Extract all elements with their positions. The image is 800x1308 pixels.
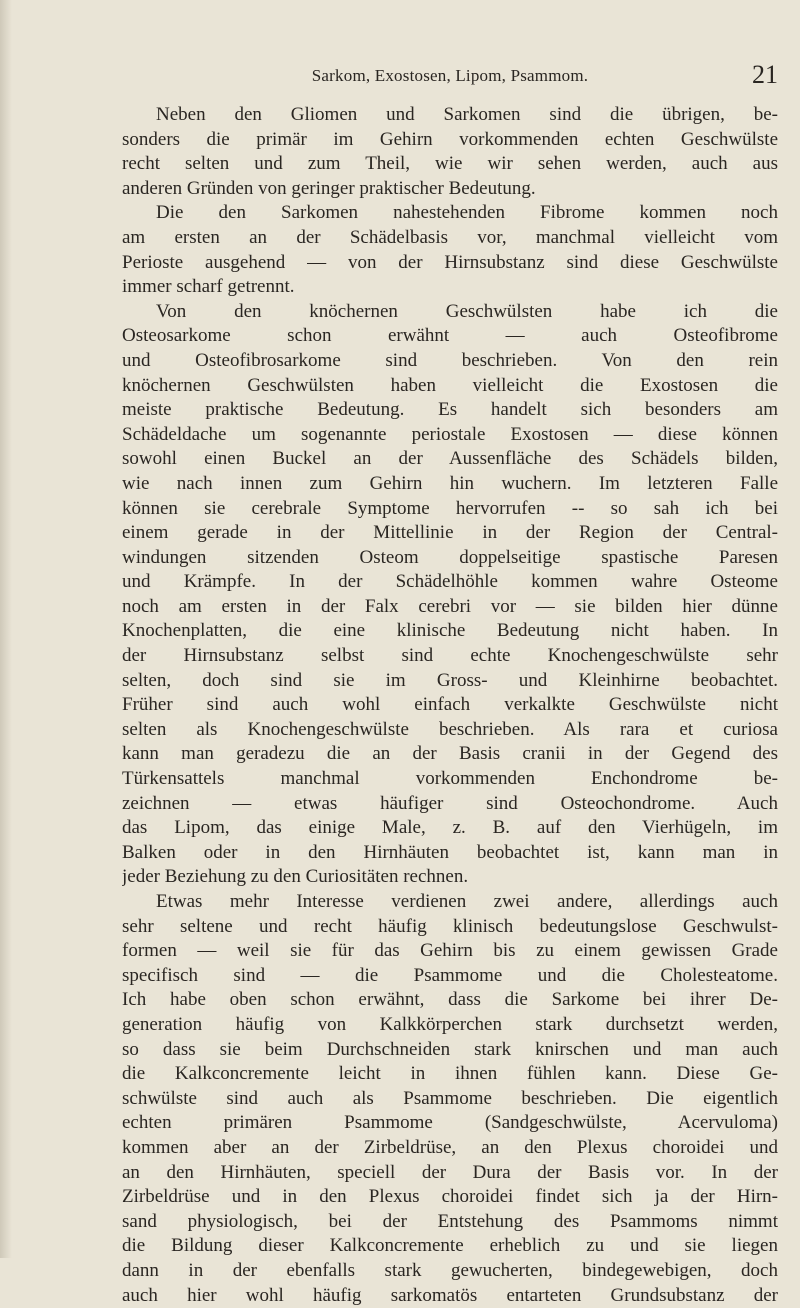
text-line: generation häufig von Kalkkörperchen stark durchsetzt werden, bbox=[122, 1013, 778, 1038]
text-line: zeichnen — etwas häufiger sind Osteochondrome. Auch bbox=[122, 792, 778, 817]
text-line: auch hier wohl häufig sarkomatös entarteten Grundsubstanz der bbox=[122, 1284, 778, 1308]
text-line: der Hirnsubstanz selbst sind echte Knochengeschwülste sehr bbox=[122, 644, 778, 669]
text-line: anderen Gründen von geringer praktischer Bedeutung. bbox=[122, 177, 778, 202]
text-line: die Kalkconcremente leicht in ihnen fühlen kann. Diese Ge- bbox=[122, 1062, 778, 1087]
text-line: knöchernen Geschwülsten haben vielleicht die Exostosen die bbox=[122, 374, 778, 399]
text-line: kann man geradezu die an der Basis cranii in der Gegend des bbox=[122, 742, 778, 767]
text-line: Türkensattels manchmal vorkommenden Enchondrome be- bbox=[122, 767, 778, 792]
text-line: Von den knöchernen Geschwülsten habe ich die bbox=[122, 300, 778, 325]
text-line: formen — weil sie für das Gehirn bis zu einem gewissen Grade bbox=[122, 939, 778, 964]
text-line: Etwas mehr Interesse verdienen zwei andere, allerdings auch bbox=[122, 890, 778, 915]
text-line: Osteosarkome schon erwähnt — auch Osteofibrome bbox=[122, 324, 778, 349]
text-line: Neben den Gliomen und Sarkomen sind die übrigen, be- bbox=[122, 103, 778, 128]
text-line: das Lipom, das einige Male, z. B. auf den Vierhügeln, im bbox=[122, 816, 778, 841]
text-line: einem gerade in der Mittellinie in der Region der Central- bbox=[122, 521, 778, 546]
text-line: am ersten an der Schädelbasis vor, manchmal vielleicht vom bbox=[122, 226, 778, 251]
text-line: Früher sind auch wohl einfach verkalkte Geschwülste nicht bbox=[122, 693, 778, 718]
text-line: die Bildung dieser Kalkconcremente erheblich zu und sie liegen bbox=[122, 1234, 778, 1259]
body-text bbox=[122, 103, 778, 1308]
text-line: kommen aber an der Zirbeldrüse, an den Plexus choroidei und bbox=[122, 1136, 778, 1161]
text-line: wie nach innen zum Gehirn hin wuchern. Im letzteren Falle bbox=[122, 472, 778, 497]
text-line: schwülste sind auch als Psammome beschrieben. Die eigentlich bbox=[122, 1087, 778, 1112]
text-line: sonders die primär im Gehirn vorkommenden echten Geschwülste bbox=[122, 128, 778, 153]
text-line: und Osteofibrosarkome sind beschrieben. Von den rein bbox=[122, 349, 778, 374]
text-line: können sie cerebrale Symptome hervorrufen -- so sah ich bei bbox=[122, 497, 778, 522]
text-line: immer scharf getrennt. bbox=[122, 275, 778, 300]
text-line: so dass sie beim Durchschneiden stark knirschen und man auch bbox=[122, 1038, 778, 1063]
text-line: Knochenplatten, die eine klinische Bedeutung nicht haben. In bbox=[122, 619, 778, 644]
text-line: dann in der ebenfalls stark gewucherten, bindegewebigen, doch bbox=[122, 1259, 778, 1284]
text-line: sand physiologisch, bei der Entstehung des Psammoms nimmt bbox=[122, 1210, 778, 1235]
page-header bbox=[122, 62, 778, 96]
text-line: jeder Beziehung zu den Curiositäten rechnen. bbox=[122, 865, 778, 890]
text-line: noch am ersten in der Falx cerebri vor — sie bilden hier dünne bbox=[122, 595, 778, 620]
running-title: Sarkom, Exostosen, Lipom, Psammom. bbox=[122, 66, 778, 86]
text-line: Balken oder in den Hirnhäuten beobachtet ist, kann man in bbox=[122, 841, 778, 866]
text-line: sehr seltene und recht häufig klinisch bedeutungslose Geschwulst- bbox=[122, 915, 778, 940]
text-line: und Krämpfe. In der Schädelhöhle kommen wahre Osteome bbox=[122, 570, 778, 595]
text-line: Die den Sarkomen nahestehenden Fibrome kommen noch bbox=[122, 201, 778, 226]
text-line: Schädeldache um sogenannte periostale Exostosen — diese können bbox=[122, 423, 778, 448]
text-line: specifisch sind — die Psammome und die Cholesteatome. bbox=[122, 964, 778, 989]
text-line: an den Hirnhäuten, speciell der Dura der Basis vor. In der bbox=[122, 1161, 778, 1186]
text-line: selten als Knochengeschwülste beschrieben. Als rara et curiosa bbox=[122, 718, 778, 743]
text-line: sowohl einen Buckel an der Aussenfläche des Schädels bilden, bbox=[122, 447, 778, 472]
text-line: echten primären Psammome (Sandgeschwülste, Acervuloma) bbox=[122, 1111, 778, 1136]
text-line: recht selten und zum Theil, wie wir sehen werden, auch aus bbox=[122, 152, 778, 177]
text-line: selten, doch sind sie im Gross- und Kleinhirne beobachtet. bbox=[122, 669, 778, 694]
text-line: Ich habe oben schon erwähnt, dass die Sarkome bei ihrer De- bbox=[122, 988, 778, 1013]
page-gutter-shadow bbox=[0, 0, 12, 1258]
text-line: windungen sitzenden Osteom doppelseitige spastische Paresen bbox=[122, 546, 778, 571]
text-line: Perioste ausgehend — von der Hirnsubstanz sind diese Geschwülste bbox=[122, 251, 778, 276]
text-line: meiste praktische Bedeutung. Es handelt sich besonders am bbox=[122, 398, 778, 423]
text-line: Zirbeldrüse und in den Plexus choroidei findet sich ja der Hirn- bbox=[122, 1185, 778, 1210]
page-number: 21 bbox=[752, 60, 778, 90]
